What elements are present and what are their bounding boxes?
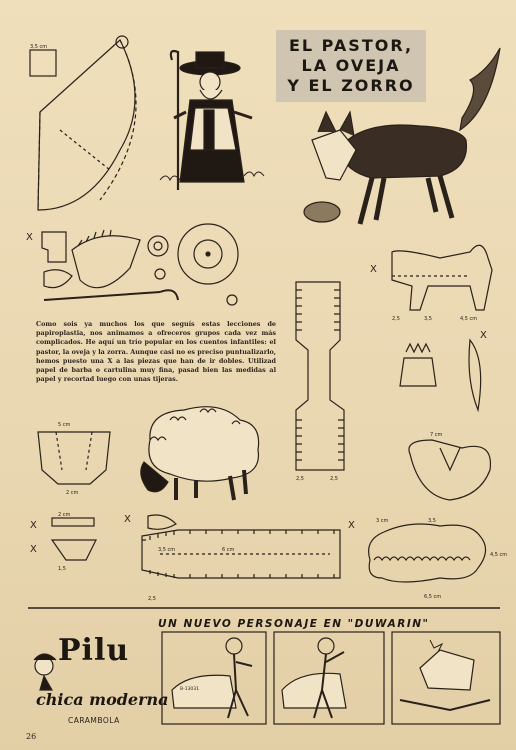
label-25cm-sheep: 2,5 <box>148 596 156 602</box>
fox-illustration <box>301 48 500 224</box>
small-pieces-bottom <box>30 512 355 572</box>
label-65cm: 6,5 cm <box>424 594 442 600</box>
double-mark-1: X <box>26 232 33 243</box>
label-fox-25: 2,5 <box>392 316 400 322</box>
double-mark-c: X <box>124 514 131 525</box>
coat-pattern <box>296 282 344 482</box>
label-coat-25a: 2,5 <box>296 476 304 482</box>
double-mark-d: X <box>348 520 355 531</box>
label-coat-25b: 2,5 <box>330 476 338 482</box>
page-number: 26 <box>26 732 37 741</box>
label-35cm-top: 3,5 cm <box>30 44 48 50</box>
comic-strip <box>162 632 500 724</box>
label-35: 3,5 <box>428 518 436 524</box>
label-3cm: 3 cm <box>376 518 389 524</box>
double-mark-b: X <box>30 544 37 555</box>
label-35cm-sheep: 3,5 cm <box>158 547 176 553</box>
comic-banner: UN NUEVO PERSONAJE EN "DUWARIN" <box>158 618 430 630</box>
hat-pattern <box>30 36 136 210</box>
sheep-body-pattern <box>142 530 340 602</box>
title-line-2: LA OVEJA <box>301 56 401 75</box>
label-2cm-collar: 2 cm <box>66 490 79 496</box>
sheep-illustration <box>141 407 259 500</box>
pilu-subtitle: chica moderna <box>36 690 169 709</box>
label-45cm: 4,5 cm <box>490 552 508 558</box>
car-plate: B-13031 <box>180 687 200 692</box>
label-fox-35: 3,5 <box>424 316 432 322</box>
shepherd-small-pieces <box>26 224 238 305</box>
label-2cm-a: 2 cm <box>58 512 71 518</box>
title-line-1: EL PASTOR, <box>288 36 414 55</box>
sheep-wool-pattern <box>369 518 508 600</box>
collar-pattern <box>38 422 110 496</box>
fox-head-pieces <box>400 330 487 410</box>
pilu-logo: Pilu <box>58 633 130 668</box>
label-6cm: 6 cm <box>222 547 235 553</box>
label-5cm: 5 cm <box>58 422 71 428</box>
publisher-label: CARAMBOLA <box>68 716 120 725</box>
instructions-text: Como sois ya muchos los que seguís estas lecciones de papiroplastia, nos animamos a ofreceros grupos cada vez más complicados. He aquí un trío popular en los cuentos infantiles: el pastor, la oveja y la zorra. Aunque casi no es preciso puntualizarlo, hemos puesto una X a las piezas que han de ir dobles. Utilizad papel de barba o cartulina muy fina, pasad bien las medidas al papel y recortad luego con unas tijeras. <box>36 320 276 384</box>
fox-body-pattern <box>370 245 492 322</box>
double-mark-fox-ear: X <box>480 330 487 341</box>
pilu-girl-illustration <box>34 654 56 690</box>
title-line-3: Y EL ZORRO <box>287 76 415 95</box>
fox-face-pattern <box>409 432 491 500</box>
label-7cm: 7 cm <box>430 432 443 438</box>
label-fox-45cm: 4,5 cm <box>460 316 478 322</box>
double-mark-a: X <box>30 520 37 531</box>
label-15: 1,5 <box>58 566 66 572</box>
double-mark-fox: X <box>370 264 377 275</box>
shepherd-illustration <box>160 51 264 190</box>
